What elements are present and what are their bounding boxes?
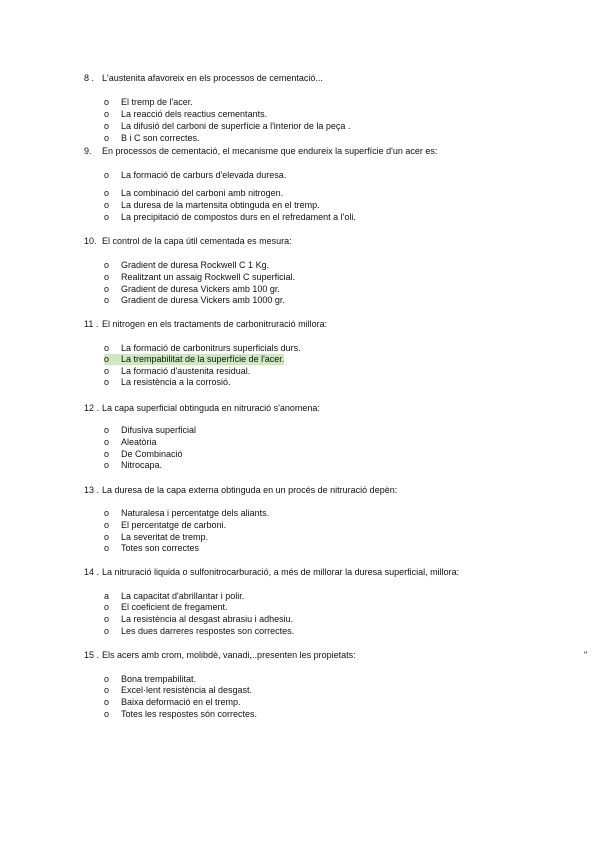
option-text: Bona trempabilitat. [121, 674, 197, 684]
option-text: La precipitació de compostos durs en el refredament a l'oli. [121, 212, 356, 222]
bullet: o [104, 212, 110, 222]
bullet: o [104, 437, 110, 447]
option-14a [104, 591, 244, 602]
option-text: Naturalesa i percentatge dels aliants. [121, 508, 270, 518]
option-12a [104, 425, 196, 436]
option-10d [104, 295, 285, 306]
question-number: 11 . [84, 319, 99, 329]
option-text: El coeficient de fregament. [121, 602, 228, 612]
bullet: o [104, 109, 110, 119]
question-number: 12 . [84, 403, 100, 413]
option-13a [104, 508, 269, 519]
bullet: o [104, 295, 110, 305]
option-13d [104, 543, 199, 554]
option-text: Gradient de duresa Vickers amb 1000 gr. [121, 295, 285, 305]
question-8 [84, 73, 323, 83]
option-text: La capacitat d'abrillantar i polir. [121, 591, 245, 601]
stray-quote-mark: " [584, 650, 588, 660]
option-text: Realitzant un assaig Rockwell C superficial. [121, 272, 296, 282]
question-number: 9. [84, 146, 92, 156]
option-text: La resistència a la corrosió. [121, 377, 231, 387]
option-text: El tremp de l'acer. [121, 97, 193, 107]
bullet: a [104, 591, 110, 601]
option-11a [104, 343, 301, 354]
question-10 [84, 236, 292, 246]
bullet: o [104, 260, 110, 270]
option-text: La difusió del carboni de superfície a l'interior de la peça . [121, 121, 351, 131]
bullet: o [104, 449, 110, 459]
option-text: La duresa de la martensita obtinguda en el tremp. [121, 200, 320, 210]
bullet: o [104, 272, 110, 282]
question-14 [84, 567, 459, 577]
option-text: La trempabilitat de la superfície de l'acer. [121, 354, 285, 364]
bullet: o [104, 532, 110, 542]
option-10c [104, 284, 280, 295]
option-text: De Combinació [121, 449, 183, 459]
bullet: o [104, 188, 110, 198]
option-text: La resistència al desgast abrasiu i adhesiu. [121, 614, 294, 624]
question-text: La capa superficial obtinguda en nitruració s'anomena: [102, 403, 320, 413]
option-12b [104, 437, 157, 448]
bullet: o [104, 133, 110, 143]
option-9d [104, 212, 356, 223]
question-text: La nitruració liquida o sulfonitrocarburació, a més de millorar la duresa superficial, millora: [102, 567, 460, 577]
question-13 [84, 485, 397, 495]
question-number: 10. [84, 236, 97, 246]
option-text: Baixa deformació en el tremp. [121, 697, 241, 707]
bullet: o [104, 508, 110, 518]
option-11b-highlighted [104, 354, 284, 365]
question-12 [84, 403, 320, 413]
question-9 [84, 146, 437, 156]
bullet: o [104, 602, 110, 612]
option-8a [104, 97, 193, 108]
bullet: o [104, 97, 110, 107]
option-text: Excel·lent resistència al desgast. [121, 685, 253, 695]
option-14c [104, 614, 293, 625]
bullet: o [104, 343, 110, 353]
option-15c [104, 697, 241, 708]
option-text: Difusiva superficial [121, 425, 197, 435]
option-text: La reacció dels reactius cementants. [121, 109, 268, 119]
option-text: El percentatge de carboni. [121, 520, 227, 530]
option-text: Gradient de duresa Vickers amb 100 gr. [121, 284, 280, 294]
question-number: 14 . [84, 567, 100, 577]
bullet: o [104, 200, 110, 210]
option-text: Totes son correctes [121, 543, 200, 553]
option-13b [104, 520, 226, 531]
bullet: o [104, 366, 110, 376]
question-11 [84, 319, 327, 329]
question-number: 8 . [84, 73, 95, 83]
bullet: o [104, 284, 110, 294]
option-text: La formació de carbonitrurs superficials durs. [121, 343, 301, 353]
option-text: Gradient de duresa Rockwell C 1 Kg. [121, 260, 270, 270]
option-8d [104, 133, 200, 144]
bullet: o [104, 121, 110, 131]
question-text: El control de la capa útil cementada es mesura: [102, 236, 292, 246]
question-number: 13 . [84, 485, 100, 495]
option-14b [104, 602, 228, 613]
option-15b [104, 685, 252, 696]
option-9a [104, 170, 286, 181]
question-text: En processos de cementació, el mecanisme que endureix la superfície d'un acer es: [102, 146, 438, 156]
option-text: Totes les respostes són correctes. [121, 709, 258, 719]
option-text: B i C son correctes. [121, 133, 200, 143]
bullet: o [104, 354, 110, 364]
option-15a [104, 674, 196, 685]
option-8b [104, 109, 267, 120]
question-text: Els acers amb crom, molibdè, vanadi,..presenten les propietats: [102, 650, 356, 660]
option-text: La formació d'austenita residual. [121, 366, 251, 376]
bullet: o [104, 425, 110, 435]
option-text: La formació de carburs d'elevada duresa. [121, 170, 287, 180]
option-text: Nitrocapa. [121, 460, 163, 470]
bullet: o [104, 709, 110, 719]
bullet: o [104, 697, 110, 707]
option-text: La severitat de tremp. [121, 532, 209, 542]
bullet: o [104, 520, 110, 530]
question-number: 15 . [84, 650, 100, 660]
option-text: La combinació del carboni amb nitrogen. [121, 188, 284, 198]
question-15 [84, 650, 356, 660]
bullet: o [104, 685, 110, 695]
question-text: El nitrogen en els tractaments de carbonitruració millora: [102, 319, 328, 329]
bullet: o [104, 460, 110, 470]
option-12d [104, 460, 162, 471]
option-8c [104, 121, 350, 132]
bullet: o [104, 674, 110, 684]
option-15d [104, 709, 257, 720]
option-10b [104, 272, 295, 283]
option-9b [104, 188, 283, 199]
option-text: Aleatòria [121, 437, 157, 447]
bullet: o [104, 543, 110, 553]
option-9c [104, 200, 320, 211]
option-14d [104, 626, 294, 637]
bullet: o [104, 626, 110, 636]
option-text: Les dues darreres respostes son correctes. [121, 626, 295, 636]
option-11d [104, 377, 231, 388]
option-12c [104, 449, 183, 460]
option-11c [104, 366, 250, 377]
bullet: o [104, 614, 110, 624]
option-10a [104, 260, 269, 271]
bullet: o [104, 170, 110, 180]
question-text: L'austenita afavoreix en els processos de cementació... [102, 73, 323, 83]
option-13c [104, 532, 208, 543]
question-text: La duresa de la capa externa obtinguda en un procés de nitruració depèn: [102, 485, 398, 495]
bullet: o [104, 377, 110, 387]
